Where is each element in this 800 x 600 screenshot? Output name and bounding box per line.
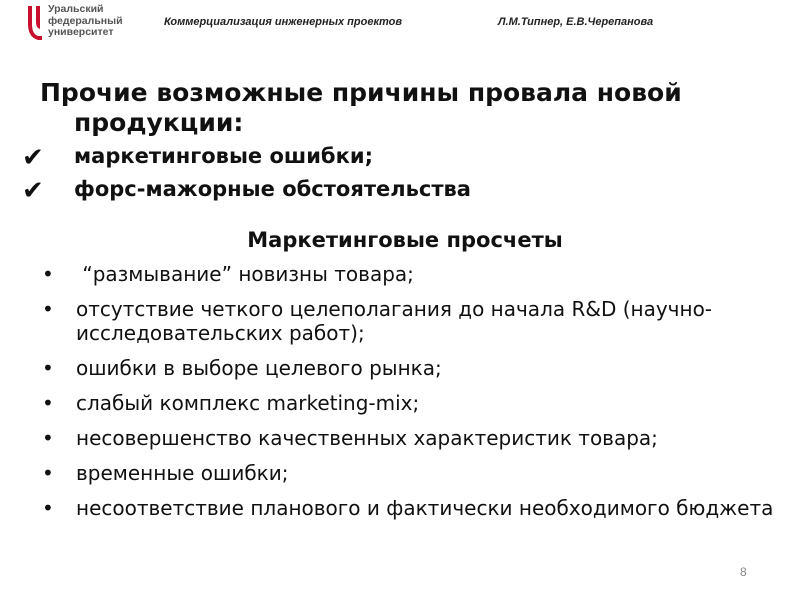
bullet-icon: • [42,297,54,321]
page-number: 8 [740,565,747,579]
list-item-text: несовершенство качественных характеристик товара; [76,426,658,450]
check-item-label: форс-мажорные обстоятельства [74,177,471,201]
university-logo [26,4,123,42]
checkmark-icon: ✔ [22,143,44,173]
list-item [36,496,781,520]
list-item-text: несоответствие планового и фактически необходимого бюджета [76,496,774,520]
bullet-list [36,262,781,531]
authors: Л.М.Типнер, Е.В.Черепанова [498,16,654,28]
check-list [22,140,471,206]
bullet-icon: • [42,391,54,415]
check-item-label: маркетинговые ошибки; [74,144,373,168]
list-item-text: “размывание” новизны товара; [76,262,414,286]
list-item [36,426,781,450]
list-item-text: ошибки в выборе целевого рынка; [76,356,442,380]
logo-line: университет [48,26,114,38]
list-item-text: отсутствие четкого целеполагания до начала R&D (научно-исследовательских работ); [76,297,713,345]
logo-line: федеральный [48,14,123,27]
list-item [36,262,781,286]
bullet-icon: • [42,426,54,450]
section-subtitle: Маркетинговые просчеты [247,228,563,252]
bullet-icon: • [42,262,54,286]
check-item [22,173,471,206]
course-title: Коммерциализация инженерных проектов [164,16,403,28]
logo-text [48,4,123,39]
list-item-text: слабый комплекс marketing-mix; [76,391,420,415]
bullet-icon: • [42,356,54,380]
check-item [22,140,471,173]
bullet-icon: • [42,496,54,520]
urfu-logo-icon [26,4,44,42]
list-item [36,391,781,415]
bullet-icon: • [42,461,54,485]
list-item [36,461,781,485]
list-item [36,356,781,380]
checkmark-icon: ✔ [22,176,44,206]
logo-line: Уральский [48,3,104,15]
list-item [36,297,781,345]
list-item-text: временные ошибки; [76,461,289,485]
slide-title: Прочие возможные причины провала новой продукции: [40,78,682,137]
